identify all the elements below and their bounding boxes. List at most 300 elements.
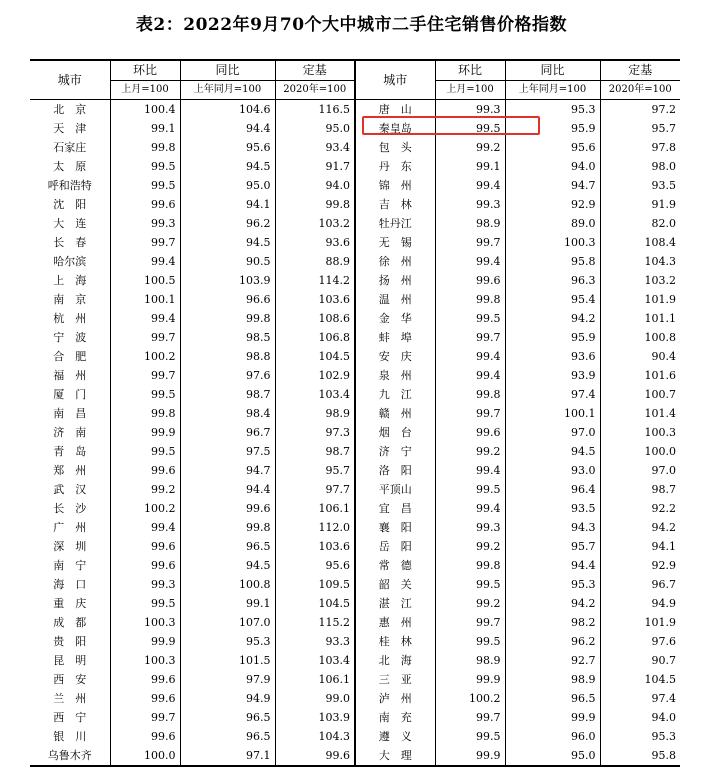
mom-cell: 99.9 [110, 632, 180, 651]
mom-cell: 99.3 [435, 195, 505, 214]
city-cell: 深 圳 [53, 540, 87, 553]
yoy-cell: 94.4 [180, 480, 275, 499]
table-row [30, 385, 680, 404]
base-cell: 103.6 [275, 537, 355, 556]
mom-cell: 99.5 [435, 119, 505, 138]
city-cell: 丹 东 [355, 157, 435, 176]
city-cell: 郑 州 [53, 464, 87, 477]
yoy-cell: 94.7 [505, 176, 600, 195]
table-row [30, 537, 680, 556]
yoy-cell: 95.9 [505, 328, 600, 347]
yoy-cell: 98.5 [180, 328, 275, 347]
mom-cell: 100.5 [110, 271, 180, 290]
base-cell: 97.8 [600, 138, 680, 157]
yoy-cell: 95.0 [505, 746, 600, 766]
mom-cell: 99.7 [435, 233, 505, 252]
city-cell: 北 京 [53, 103, 87, 116]
city-cell: 广 州 [53, 521, 87, 534]
city-cell: 常 德 [355, 556, 435, 575]
mom-cell: 99.5 [110, 442, 180, 461]
base-cell: 104.3 [600, 252, 680, 271]
city-cell: 贵 阳 [53, 635, 87, 648]
mom-cell: 100.2 [110, 347, 180, 366]
base-cell: 101.9 [600, 613, 680, 632]
table-row [30, 746, 680, 766]
mom-cell: 100.3 [110, 651, 180, 670]
base-cell: 103.4 [275, 385, 355, 404]
city-cell: 青 岛 [53, 445, 87, 458]
yoy-cell: 95.6 [180, 138, 275, 157]
yoy-cell: 94.3 [505, 518, 600, 537]
base-cell: 90.4 [600, 347, 680, 366]
table-row [30, 138, 680, 157]
yoy-cell: 94.9 [180, 689, 275, 708]
city-cell: 烟 台 [355, 423, 435, 442]
mom-cell: 100.2 [110, 499, 180, 518]
yoy-cell: 96.6 [180, 290, 275, 309]
mom-cell: 99.6 [435, 271, 505, 290]
city-cell: 岳 阳 [355, 537, 435, 556]
yoy-cell: 103.9 [180, 271, 275, 290]
base-cell: 100.0 [600, 442, 680, 461]
city-cell: 大 连 [53, 217, 87, 230]
base-cell: 95.7 [600, 119, 680, 138]
table-row [30, 366, 680, 385]
base-cell: 95.7 [275, 461, 355, 480]
base-cell: 101.4 [600, 404, 680, 423]
yoy-cell: 95.0 [180, 176, 275, 195]
yoy-cell: 95.6 [505, 138, 600, 157]
base-cell: 82.0 [600, 214, 680, 233]
yoy-cell: 94.5 [180, 556, 275, 575]
yoy-cell: 99.8 [180, 309, 275, 328]
table-row [30, 290, 680, 309]
yoy-cell: 96.5 [505, 689, 600, 708]
mom-cell: 99.5 [110, 594, 180, 613]
city-cell: 南 昌 [53, 407, 87, 420]
base-cell: 103.2 [600, 271, 680, 290]
yoy-cell: 96.7 [180, 423, 275, 442]
city-cell: 南 京 [53, 293, 87, 306]
table-row [30, 499, 680, 518]
base-cell: 92.2 [600, 499, 680, 518]
city-cell: 南 充 [355, 708, 435, 727]
table-row [30, 423, 680, 442]
mom-cell: 99.6 [110, 537, 180, 556]
base-cell: 103.2 [275, 214, 355, 233]
city-cell: 泉 州 [355, 366, 435, 385]
city-cell: 重 庆 [53, 597, 87, 610]
yoy-cell: 96.5 [180, 537, 275, 556]
table-row [30, 271, 680, 290]
table-row [30, 670, 680, 689]
yoy-cell: 99.6 [180, 499, 275, 518]
table-row [30, 309, 680, 328]
base-cell: 109.5 [275, 575, 355, 594]
subheader-mom-left: 上月=100 [110, 81, 180, 100]
yoy-cell: 94.0 [505, 157, 600, 176]
base-cell: 104.5 [275, 594, 355, 613]
base-cell: 102.9 [275, 366, 355, 385]
base-cell: 92.9 [600, 556, 680, 575]
table-row [30, 119, 680, 138]
base-cell: 116.5 [275, 100, 355, 120]
city-cell: 徐 州 [355, 252, 435, 271]
city-cell: 泸 州 [355, 689, 435, 708]
table-row [30, 176, 680, 195]
mom-cell: 99.3 [110, 214, 180, 233]
city-cell: 厦 门 [53, 388, 87, 401]
city-cell: 洛 阳 [355, 461, 435, 480]
mom-cell: 99.2 [435, 138, 505, 157]
base-cell: 100.3 [600, 423, 680, 442]
header-yoy-left: 同比 [180, 60, 275, 81]
table-row [30, 708, 680, 727]
city-cell: 蚌 埠 [355, 328, 435, 347]
yoy-cell: 94.2 [505, 594, 600, 613]
mom-cell: 99.7 [110, 233, 180, 252]
price-index-table [30, 59, 680, 767]
yoy-cell: 92.7 [505, 651, 600, 670]
yoy-cell: 98.2 [505, 613, 600, 632]
subheader-base-left: 2020年=100 [275, 81, 355, 100]
header-mom-left: 环比 [110, 60, 180, 81]
mom-cell: 99.7 [435, 708, 505, 727]
mom-cell: 99.7 [435, 613, 505, 632]
city-cell: 大 理 [355, 746, 435, 766]
base-cell: 98.7 [600, 480, 680, 499]
yoy-cell: 107.0 [180, 613, 275, 632]
yoy-cell: 94.5 [180, 157, 275, 176]
mom-cell: 99.4 [435, 176, 505, 195]
base-cell: 106.1 [275, 499, 355, 518]
city-cell: 兰 州 [53, 692, 87, 705]
table-row [30, 100, 680, 120]
header-city-left: 城市 [30, 60, 110, 100]
city-cell: 太 原 [53, 160, 87, 173]
table-row [30, 689, 680, 708]
yoy-cell: 99.1 [180, 594, 275, 613]
table-body [30, 100, 680, 767]
city-cell: 成 都 [53, 616, 87, 629]
mom-cell: 99.6 [110, 689, 180, 708]
base-cell: 96.7 [600, 575, 680, 594]
city-cell: 银 川 [53, 730, 87, 743]
mom-cell: 99.9 [435, 670, 505, 689]
yoy-cell: 96.5 [180, 727, 275, 746]
city-cell: 合 肥 [53, 350, 87, 363]
subheader-yoy-left: 上年同月=100 [180, 81, 275, 100]
city-cell: 宜 昌 [355, 499, 435, 518]
mom-cell: 99.4 [435, 461, 505, 480]
mom-cell: 99.8 [435, 290, 505, 309]
yoy-cell: 96.4 [505, 480, 600, 499]
city-cell: 天 津 [53, 122, 87, 135]
city-cell: 长 春 [53, 236, 87, 249]
base-cell: 114.2 [275, 271, 355, 290]
mom-cell: 99.3 [435, 518, 505, 537]
yoy-cell: 96.2 [505, 632, 600, 651]
city-cell: 金 华 [355, 309, 435, 328]
city-cell: 宁 波 [53, 331, 87, 344]
mom-cell: 100.1 [110, 290, 180, 309]
mom-cell: 99.4 [435, 366, 505, 385]
table-row [30, 347, 680, 366]
subheader-yoy-right: 上年同月=100 [505, 81, 600, 100]
yoy-cell: 99.8 [180, 518, 275, 537]
table-row [30, 252, 680, 271]
city-cell: 惠 州 [355, 613, 435, 632]
subheader-base-right: 2020年=100 [600, 81, 680, 100]
yoy-cell: 104.6 [180, 100, 275, 120]
base-cell: 108.4 [600, 233, 680, 252]
city-cell: 昆 明 [53, 654, 87, 667]
yoy-cell: 95.3 [505, 100, 600, 120]
city-cell: 上 海 [53, 274, 87, 287]
city-cell: 襄 阳 [355, 518, 435, 537]
base-cell: 95.8 [600, 746, 680, 766]
table-row [30, 594, 680, 613]
mom-cell: 99.2 [435, 442, 505, 461]
mom-cell: 99.3 [110, 575, 180, 594]
yoy-cell: 89.0 [505, 214, 600, 233]
mom-cell: 99.8 [435, 556, 505, 575]
base-cell: 97.7 [275, 480, 355, 499]
base-cell: 97.6 [600, 632, 680, 651]
mom-cell: 99.4 [435, 347, 505, 366]
yoy-cell: 94.7 [180, 461, 275, 480]
city-cell: 唐 山 [355, 100, 435, 120]
yoy-cell: 93.6 [505, 347, 600, 366]
base-cell: 103.6 [275, 290, 355, 309]
base-cell: 112.0 [275, 518, 355, 537]
base-cell: 90.7 [600, 651, 680, 670]
city-cell: 赣 州 [355, 404, 435, 423]
yoy-cell: 97.0 [505, 423, 600, 442]
base-cell: 94.0 [275, 176, 355, 195]
mom-cell: 99.1 [435, 157, 505, 176]
city-cell: 包 头 [355, 138, 435, 157]
base-cell: 97.3 [275, 423, 355, 442]
city-cell: 石家庄 [53, 141, 87, 154]
yoy-cell: 97.9 [180, 670, 275, 689]
mom-cell: 99.4 [435, 252, 505, 271]
city-cell: 安 庆 [355, 347, 435, 366]
base-cell: 98.9 [275, 404, 355, 423]
city-cell: 济 宁 [355, 442, 435, 461]
mom-cell: 100.2 [435, 689, 505, 708]
base-cell: 91.7 [275, 157, 355, 176]
base-cell: 95.0 [275, 119, 355, 138]
base-cell: 93.3 [275, 632, 355, 651]
subheader-mom-right: 上月=100 [435, 81, 505, 100]
base-cell: 108.6 [275, 309, 355, 328]
yoy-cell: 100.8 [180, 575, 275, 594]
table-row [30, 727, 680, 746]
base-cell: 101.6 [600, 366, 680, 385]
mom-cell: 99.7 [435, 328, 505, 347]
yoy-cell: 94.5 [505, 442, 600, 461]
table-row [30, 214, 680, 233]
mom-cell: 99.2 [435, 537, 505, 556]
city-cell: 遵 义 [355, 727, 435, 746]
city-cell: 杭 州 [53, 312, 87, 325]
yoy-cell: 93.5 [505, 499, 600, 518]
yoy-cell: 94.5 [180, 233, 275, 252]
yoy-cell: 95.7 [505, 537, 600, 556]
mom-cell: 99.4 [110, 518, 180, 537]
table-row [30, 651, 680, 670]
mom-cell: 100.3 [110, 613, 180, 632]
base-cell: 94.0 [600, 708, 680, 727]
city-cell: 秦皇岛 [355, 119, 435, 138]
yoy-cell: 94.2 [505, 309, 600, 328]
base-cell: 94.9 [600, 594, 680, 613]
yoy-cell: 95.8 [505, 252, 600, 271]
header-base-left: 定基 [275, 60, 355, 81]
mom-cell: 99.5 [110, 176, 180, 195]
mom-cell: 99.9 [110, 423, 180, 442]
yoy-cell: 99.9 [505, 708, 600, 727]
table-row [30, 195, 680, 214]
city-cell: 韶 关 [355, 575, 435, 594]
yoy-cell: 96.2 [180, 214, 275, 233]
table-row [30, 575, 680, 594]
yoy-cell: 95.3 [180, 632, 275, 651]
mom-cell: 99.5 [435, 727, 505, 746]
yoy-cell: 96.3 [505, 271, 600, 290]
base-cell: 97.2 [600, 100, 680, 120]
yoy-cell: 98.8 [180, 347, 275, 366]
yoy-cell: 97.5 [180, 442, 275, 461]
city-cell: 西 安 [53, 673, 87, 686]
city-cell: 长 沙 [53, 502, 87, 515]
mom-cell: 99.5 [435, 632, 505, 651]
base-cell: 99.6 [275, 746, 355, 766]
mom-cell: 99.7 [435, 404, 505, 423]
city-cell: 牡丹江 [355, 214, 435, 233]
city-cell: 沈 阳 [53, 198, 87, 211]
base-cell: 106.8 [275, 328, 355, 347]
base-cell: 94.2 [600, 518, 680, 537]
yoy-cell: 95.3 [505, 575, 600, 594]
yoy-cell: 100.3 [505, 233, 600, 252]
city-cell: 九 江 [355, 385, 435, 404]
mom-cell: 99.5 [435, 575, 505, 594]
base-cell: 103.4 [275, 651, 355, 670]
base-cell: 100.8 [600, 328, 680, 347]
base-cell: 91.9 [600, 195, 680, 214]
city-cell: 锦 州 [355, 176, 435, 195]
base-cell: 94.1 [600, 537, 680, 556]
base-cell: 104.5 [275, 347, 355, 366]
mom-cell: 99.6 [110, 727, 180, 746]
base-cell: 93.5 [600, 176, 680, 195]
table-row [30, 556, 680, 575]
base-cell: 100.7 [600, 385, 680, 404]
base-cell: 97.4 [600, 689, 680, 708]
yoy-cell: 97.1 [180, 746, 275, 766]
mom-cell: 99.7 [110, 708, 180, 727]
base-cell: 99.8 [275, 195, 355, 214]
city-cell: 三 亚 [355, 670, 435, 689]
base-cell: 95.6 [275, 556, 355, 575]
mom-cell: 99.4 [435, 499, 505, 518]
mom-cell: 99.8 [110, 138, 180, 157]
header-mom-right: 环比 [435, 60, 505, 81]
base-cell: 93.4 [275, 138, 355, 157]
city-cell: 平顶山 [355, 480, 435, 499]
city-cell: 呼和浩特 [47, 179, 92, 192]
city-cell: 海 口 [53, 578, 87, 591]
mom-cell: 98.9 [435, 651, 505, 670]
yoy-cell: 96.0 [505, 727, 600, 746]
city-cell: 哈尔滨 [53, 255, 87, 268]
base-cell: 99.0 [275, 689, 355, 708]
table-title: 表2：2022年9月70个大中城市二手住宅销售价格指数 [135, 15, 568, 35]
yoy-cell: 94.1 [180, 195, 275, 214]
base-cell: 98.7 [275, 442, 355, 461]
mom-cell: 99.6 [110, 461, 180, 480]
yoy-cell: 98.9 [505, 670, 600, 689]
yoy-cell: 94.4 [505, 556, 600, 575]
mom-cell: 99.1 [110, 119, 180, 138]
base-cell: 104.3 [275, 727, 355, 746]
city-cell: 桂 林 [355, 632, 435, 651]
mom-cell: 99.2 [110, 480, 180, 499]
yoy-cell: 98.7 [180, 385, 275, 404]
mom-cell: 99.5 [435, 309, 505, 328]
yoy-cell: 96.5 [180, 708, 275, 727]
mom-cell: 99.7 [110, 366, 180, 385]
yoy-cell: 100.1 [505, 404, 600, 423]
yoy-cell: 92.9 [505, 195, 600, 214]
city-cell: 温 州 [355, 290, 435, 309]
table-row [30, 518, 680, 537]
header-base-right: 定基 [600, 60, 680, 81]
table-row [30, 404, 680, 423]
city-cell: 无 锡 [355, 233, 435, 252]
header-city-right: 城市 [355, 60, 435, 100]
city-cell: 南 宁 [53, 559, 87, 572]
mom-cell: 100.4 [110, 100, 180, 120]
mom-cell: 99.9 [435, 746, 505, 766]
mom-cell: 99.2 [435, 594, 505, 613]
table-row [30, 328, 680, 347]
mom-cell: 99.6 [435, 423, 505, 442]
table-row [30, 442, 680, 461]
city-cell: 湛 江 [355, 594, 435, 613]
mom-cell: 99.5 [110, 385, 180, 404]
yoy-cell: 90.5 [180, 252, 275, 271]
mom-cell: 99.6 [110, 195, 180, 214]
mom-cell: 99.8 [110, 404, 180, 423]
mom-cell: 99.6 [110, 670, 180, 689]
mom-cell: 99.8 [435, 385, 505, 404]
city-cell: 扬 州 [355, 271, 435, 290]
city-cell: 北 海 [355, 651, 435, 670]
table-row [30, 461, 680, 480]
base-cell: 115.2 [275, 613, 355, 632]
base-cell: 97.0 [600, 461, 680, 480]
mom-cell: 98.9 [435, 214, 505, 233]
base-cell: 98.0 [600, 157, 680, 176]
mom-cell: 99.6 [110, 556, 180, 575]
base-cell: 101.9 [600, 290, 680, 309]
mom-cell: 99.4 [110, 309, 180, 328]
table-row [30, 613, 680, 632]
yoy-cell: 101.5 [180, 651, 275, 670]
